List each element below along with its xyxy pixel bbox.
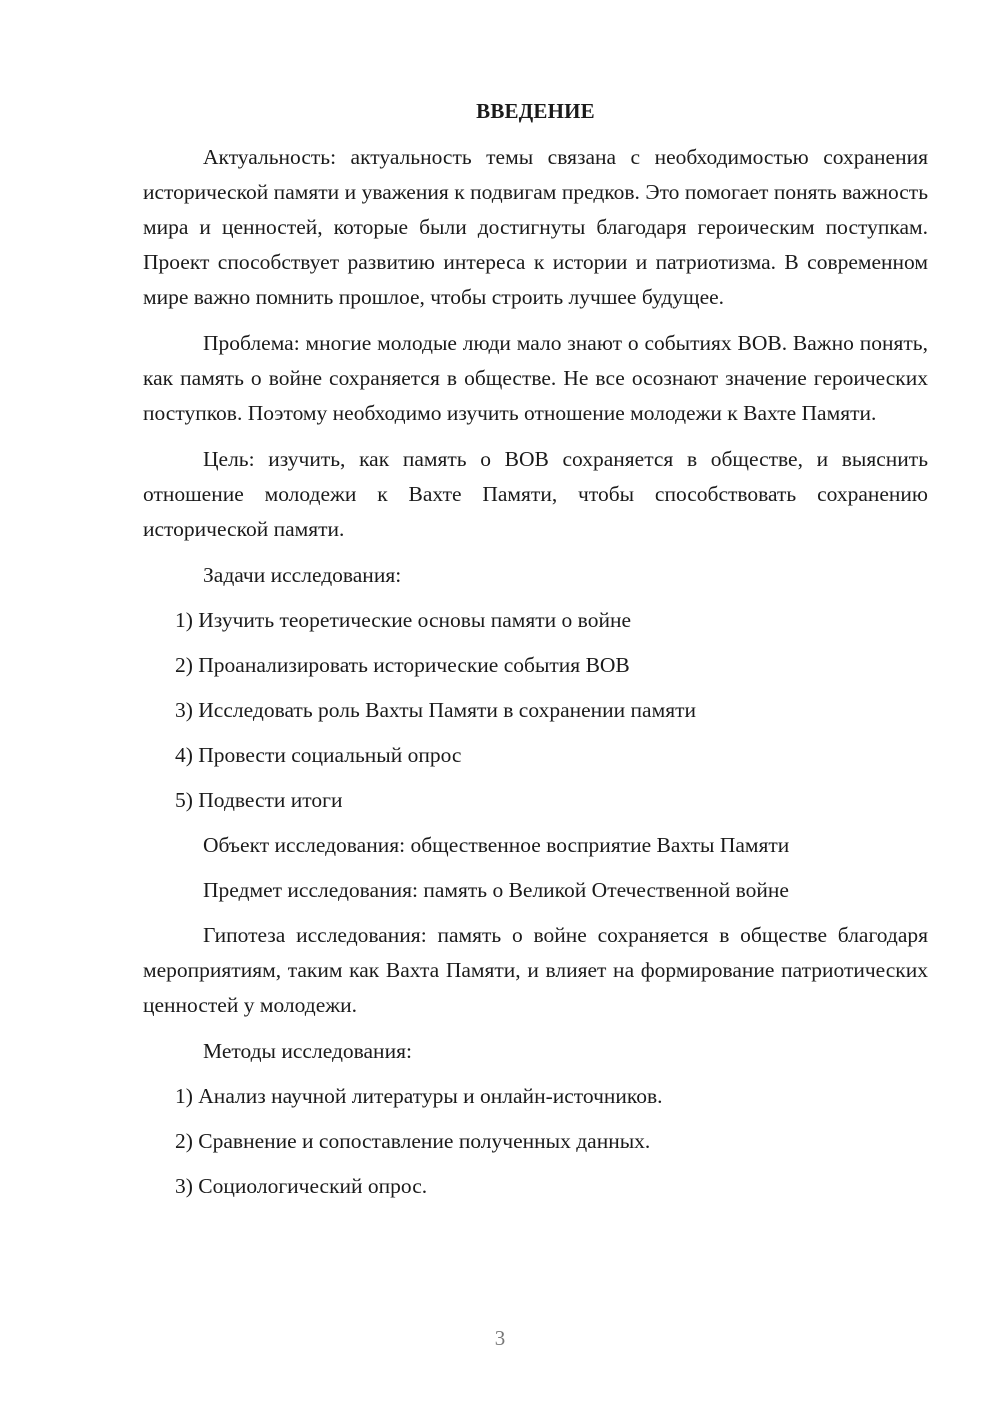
page-number: 3 [494,1326,506,1350]
task-item: 4) Провести социальный опрос [175,743,462,767]
relevance-paragraph: Актуальность: актуальность темы связана с необходимостью сохранения исторической памяти и уважения к подвигам предков. Это помогает понять важность мира и ценностей, которые были достигнуты благодаря героическим поступкам. Проект способствует развитию интереса к истории и патриотизма. В современном мире важно помнить прошлое, чтобы строить лучшее будущее. [143,145,928,309]
task-item: 3) Исследовать роль Вахты Памяти в сохранении памяти [175,698,696,722]
document-page [143,96,928,1214]
object-line: Объект исследования: общественное восприятие Вахты Памяти [203,833,790,857]
tasks-heading: Задачи исследования: [203,563,402,587]
goal-paragraph: Цель: изучить, как память о ВОВ сохраняется в обществе, и выяснить отношение молодежи к Вахте Памяти, чтобы способствовать сохранению исторической памяти. [143,447,928,541]
method-item: 2) Сравнение и сопоставление полученных данных. [175,1129,651,1153]
task-item: 5) Подвести итоги [175,788,343,812]
task-item: 2) Проанализировать исторические события ВОВ [175,653,630,677]
hypothesis-paragraph: Гипотеза исследования: память о войне сохраняется в обществе благодаря мероприятиям, таким как Вахта Памяти, и влияет на формирование патриотических ценностей у молодежи. [143,923,928,1017]
method-item: 1) Анализ научной литературы и онлайн-источников. [175,1084,663,1108]
section-title: ВВЕДЕНИЕ [476,99,595,123]
methods-heading: Методы исследования: [203,1039,412,1063]
tasks-list [143,603,928,818]
problem-paragraph: Проблема: многие молодые люди мало знают о событиях ВОВ. Важно понять, как память о войне сохраняется в обществе. Не все осознают значение героических поступков. Поэтому необходимо изучить отношение молодежи к Вахте Памяти. [143,331,928,425]
methods-list [143,1079,928,1204]
method-item: 3) Социологический опрос. [175,1174,428,1198]
task-item: 1) Изучить теоретические основы памяти о войне [175,608,631,632]
subject-line: Предмет исследования: память о Великой Отечественной войне [203,878,789,902]
